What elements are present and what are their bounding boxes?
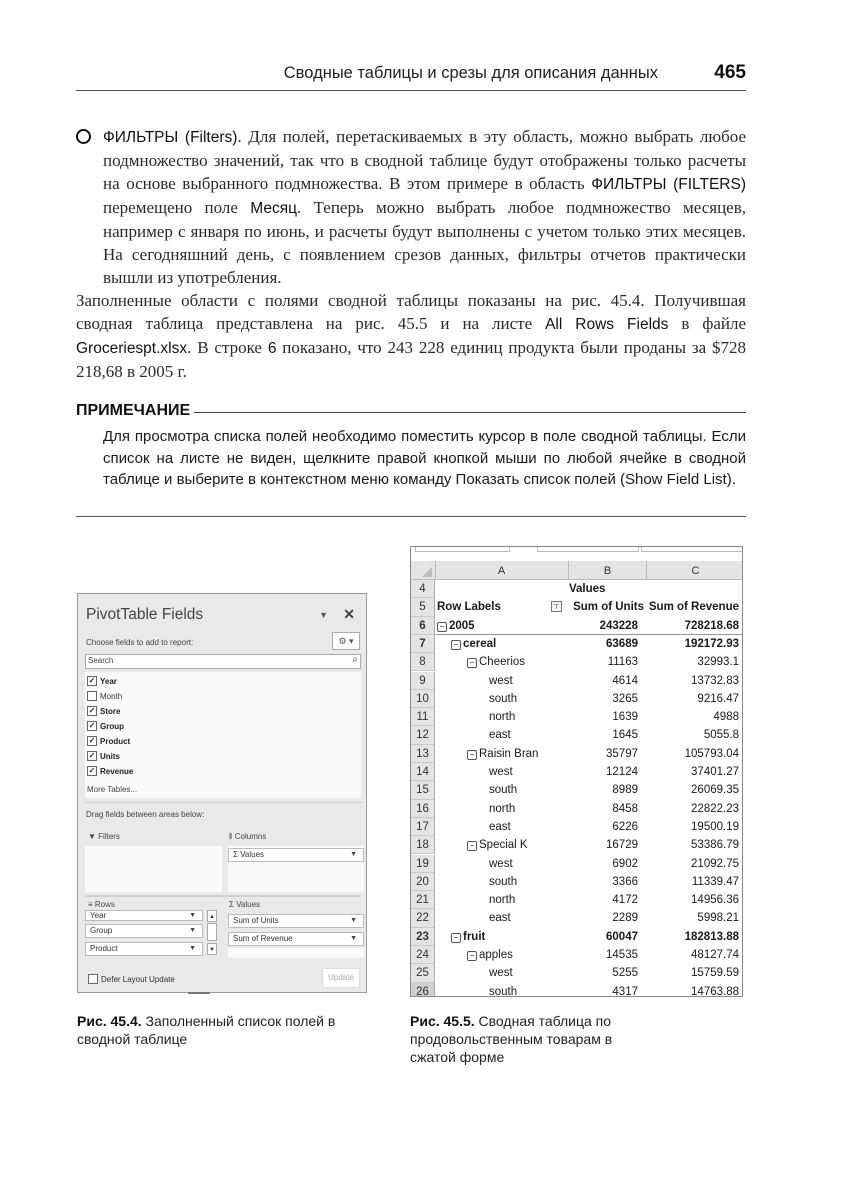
- revenue-cell[interactable]: 14956.36: [691, 894, 739, 907]
- revenue-cell[interactable]: 5998.21: [697, 912, 739, 925]
- ribbon-fragment: [411, 547, 742, 561]
- drag-fields-label: Drag fields between areas below:: [86, 810, 205, 819]
- units-cell[interactable]: 5255: [612, 967, 638, 980]
- row-label-cell[interactable]: east: [489, 820, 511, 833]
- row-number[interactable]: 23: [411, 928, 435, 946]
- revenue-cell[interactable]: 48127.74: [691, 949, 739, 961]
- row-number[interactable]: 8: [411, 653, 435, 671]
- checkbox-unchecked[interactable]: [88, 974, 98, 984]
- row-label-cell[interactable]: west: [489, 967, 513, 980]
- revenue-cell[interactable]: 11339.47: [691, 875, 739, 888]
- values-drop-area[interactable]: [228, 912, 364, 962]
- rows-field-group[interactable]: Group ▼: [85, 924, 203, 938]
- note-bottom-rule: [76, 516, 746, 517]
- gear-icon: ⚙ ▾: [338, 636, 354, 646]
- rows-drop-area[interactable]: [85, 910, 222, 962]
- table-row[interactable]: [411, 800, 742, 818]
- field-store[interactable]: ✓ Store: [88, 706, 121, 716]
- columns-icon: ⦀: [229, 832, 233, 841]
- collapse-minus-icon[interactable]: −: [467, 658, 477, 668]
- term-filters-caps: ФИЛЬТРЫ (FILTERS): [591, 176, 746, 193]
- table-row[interactable]: [411, 635, 742, 653]
- column-headers: [411, 561, 742, 580]
- row-label-cell[interactable]: − Special K: [467, 836, 528, 854]
- revenue-cell[interactable]: 14763.88: [691, 985, 739, 997]
- collapse-minus-icon[interactable]: −: [437, 622, 447, 632]
- collapse-minus-icon[interactable]: −: [467, 841, 477, 851]
- update-button[interactable]: Update: [322, 968, 360, 988]
- choose-fields-label: Choose fields to add to report:: [86, 638, 194, 647]
- sigma-icon: Σ: [229, 900, 234, 909]
- row-number[interactable]: 25: [411, 964, 435, 982]
- row-label-cell[interactable]: − cereal: [451, 635, 496, 653]
- units-cell[interactable]: 8989: [612, 784, 638, 797]
- row-label-cell[interactable]: south: [489, 985, 518, 997]
- sum-of-revenue-header: Sum of Revenue: [648, 601, 739, 614]
- more-tables-link[interactable]: More Tables...: [87, 785, 138, 794]
- close-icon[interactable]: ✕: [343, 606, 355, 622]
- table-row[interactable]: [411, 690, 742, 708]
- row-number[interactable]: 10: [411, 690, 435, 708]
- row-number[interactable]: 12: [411, 726, 435, 744]
- revenue-cell[interactable]: 105793.04: [684, 747, 739, 760]
- rows-scrollbar[interactable]: [207, 923, 217, 941]
- field-list: [85, 672, 361, 798]
- row-label-cell[interactable]: west: [489, 674, 513, 687]
- columns-field-values[interactable]: Σ Values ▼: [228, 848, 364, 862]
- filter-sort-dropdown-icon[interactable]: ⊤: [551, 601, 562, 612]
- units-cell[interactable]: 12124: [606, 766, 638, 778]
- row-label-cell[interactable]: − Raisin Bran: [467, 745, 538, 763]
- row-number[interactable]: 7: [411, 635, 435, 653]
- units-cell[interactable]: 6902: [612, 857, 638, 870]
- resize-grip[interactable]: [188, 992, 210, 994]
- table-row[interactable]: [411, 964, 742, 982]
- table-row[interactable]: [411, 708, 742, 726]
- row-number[interactable]: 19: [411, 855, 435, 873]
- table-row[interactable]: [411, 873, 742, 891]
- field-year[interactable]: ✓ Year: [88, 676, 117, 686]
- row-number[interactable]: 4: [411, 580, 435, 598]
- collapse-minus-icon[interactable]: −: [451, 933, 461, 943]
- row-label-cell[interactable]: north: [489, 802, 516, 815]
- row-number[interactable]: 13: [411, 745, 435, 763]
- scroll-up-button[interactable]: ▲: [207, 910, 217, 922]
- rows-icon: ≡: [88, 900, 93, 909]
- table-row[interactable]: [411, 763, 742, 781]
- row-number[interactable]: 18: [411, 836, 435, 854]
- pivottable-fields-panel: [77, 593, 367, 993]
- units-cell[interactable]: 16729: [606, 839, 638, 852]
- rows-area-label: ≡ Rows: [88, 900, 115, 909]
- body-paragraph: Заполненные области с полями сводной таблицы показаны на рис. 45.4. Получившая сводная таблица представлена на рис. 45.5 и на листе All Rows Fields в файле Groceriespt.xlsx. В строке 6 показано, что 243 228 единиц продукта были проданы за $728 218,68 в 2005 г.: [76, 291, 747, 381]
- row-label-cell[interactable]: − apples: [467, 946, 513, 964]
- sheet-row-4: [411, 580, 742, 598]
- page-number: 465: [714, 62, 746, 83]
- table-row[interactable]: [411, 891, 742, 909]
- row-number[interactable]: 5: [411, 598, 435, 616]
- table-row[interactable]: [411, 745, 742, 763]
- row-number[interactable]: 15: [411, 781, 435, 799]
- panel-splitter[interactable]: [85, 802, 361, 803]
- table-row[interactable]: [411, 836, 742, 854]
- note-title: ПРИМЕЧАНИЕ: [76, 402, 191, 419]
- dropdown-arrow-icon[interactable]: ▼: [189, 927, 196, 934]
- values-field-sum-units[interactable]: Sum of Units ▼: [228, 914, 364, 928]
- row-number[interactable]: 9: [411, 672, 435, 690]
- revenue-cell[interactable]: 182813.88: [684, 930, 739, 943]
- collapse-minus-icon[interactable]: −: [467, 750, 477, 760]
- revenue-cell[interactable]: 37401.27: [691, 766, 739, 778]
- units-cell[interactable]: 3366: [612, 875, 638, 888]
- checkbox-checked[interactable]: ✓: [88, 721, 96, 730]
- figure-caption-45-5: Рис. 45.5. Сводная таблица по продовольственным товарам в сжатой форме: [410, 1013, 613, 1065]
- checkbox-checked[interactable]: ✓: [88, 706, 96, 715]
- field-search-input[interactable]: [85, 654, 361, 669]
- filters-drop-area[interactable]: [85, 846, 222, 892]
- field-revenue[interactable]: ✓ Revenue: [88, 766, 134, 776]
- checkbox-checked[interactable]: ✓: [88, 766, 96, 775]
- table-row[interactable]: [411, 855, 742, 873]
- term-month: Месяц: [250, 200, 297, 217]
- row-number[interactable]: 14: [411, 763, 435, 781]
- units-cell[interactable]: 11163: [607, 656, 638, 669]
- columns-area-label: ⦀ Columns: [229, 832, 267, 841]
- row-number[interactable]: 16: [411, 800, 435, 818]
- units-cell[interactable]: 4172: [612, 894, 638, 907]
- units-cell[interactable]: 2289: [612, 912, 638, 925]
- row-label-cell[interactable]: south: [489, 784, 518, 797]
- units-cell[interactable]: 14535: [606, 949, 638, 961]
- table-row[interactable]: [411, 726, 742, 744]
- caption-label: Рис. 45.4.: [77, 1013, 142, 1029]
- running-title: Сводные таблицы и срезы для описания данных: [283, 64, 658, 82]
- rows-field-product[interactable]: Product ▼: [85, 942, 203, 956]
- defer-layout-update[interactable]: Defer Layout Update: [88, 974, 175, 984]
- revenue-cell[interactable]: 192172.93: [684, 637, 739, 650]
- column-header-c[interactable]: C: [691, 565, 700, 577]
- sheet-name: All Rows Fields: [545, 316, 669, 333]
- table-row[interactable]: [411, 928, 742, 946]
- panel-options-dropdown-icon[interactable]: ▼: [319, 610, 328, 620]
- values-header: Values: [569, 583, 606, 595]
- columns-drop-area[interactable]: [228, 846, 364, 892]
- column-header-b[interactable]: B: [569, 561, 647, 579]
- row-number[interactable]: 26: [411, 983, 435, 997]
- units-cell[interactable]: 4317: [612, 985, 638, 997]
- scroll-down-button[interactable]: ▼: [207, 943, 217, 955]
- row-label-cell[interactable]: west: [489, 857, 513, 870]
- dropdown-arrow-icon[interactable]: ▼: [350, 917, 357, 924]
- tools-gear-button[interactable]: [332, 632, 360, 650]
- row-label-cell[interactable]: west: [489, 766, 513, 778]
- running-head: [76, 62, 746, 91]
- bullet-paragraph: ФИЛЬТРЫ (Filters). Для полей, перетаскиваемых в эту область, можно выбрать любое подмножество значений, так что в сводной таблице будут отображены только расчеты на основе выбранного подмножества. В этом примере в область ФИЛЬТРЫ (FILTERS) перемещено поле Месяц. Теперь можно выбрать любое подмножество месяцев, например с января по июнь, и расчеты будут выполнены с учетом только этих месяцев. На сегодняшний день, с появлением срезов данных, фильтры отчетов практически вышли из употребления.: [76, 125, 746, 289]
- sum-of-units-header: Sum of Units: [573, 601, 644, 614]
- units-cell[interactable]: 1645: [612, 729, 638, 742]
- field-units[interactable]: ✓ Units: [88, 751, 120, 761]
- row-ref: 6: [267, 340, 277, 357]
- revenue-cell[interactable]: 9216.47: [697, 692, 739, 705]
- revenue-cell[interactable]: 4988: [713, 711, 739, 724]
- table-row[interactable]: [411, 653, 742, 671]
- units-cell[interactable]: 1639: [612, 711, 638, 724]
- revenue-cell[interactable]: 53386.79: [691, 839, 739, 852]
- table-row[interactable]: [411, 909, 742, 927]
- column-header-a[interactable]: A: [435, 561, 569, 579]
- dropdown-arrow-icon[interactable]: ▼: [189, 912, 196, 919]
- row-label-cell[interactable]: north: [489, 711, 516, 724]
- bullet-circle-icon: [76, 129, 91, 144]
- panel-title: PivotTable Fields: [86, 606, 204, 623]
- revenue-cell[interactable]: 15759.59: [691, 967, 739, 980]
- select-all-corner[interactable]: [411, 561, 436, 579]
- pivot-table-sheet: [410, 546, 743, 997]
- row-label-cell[interactable]: − fruit: [451, 928, 485, 946]
- areas-divider: [85, 895, 361, 897]
- field-product[interactable]: ✓ Product: [88, 736, 131, 746]
- term-filters: ФИЛЬТРЫ (Filters): [103, 129, 238, 146]
- row-label-cell[interactable]: − 2005: [437, 617, 475, 635]
- values-area-label: Σ Values: [229, 900, 261, 909]
- filters-area-label: ▼ Filters: [88, 832, 120, 841]
- values-empty-slot: [228, 948, 364, 958]
- rows-field-year[interactable]: Year ▼: [85, 910, 203, 921]
- row-number[interactable]: 24: [411, 946, 435, 964]
- revenue-cell[interactable]: 22822.23: [691, 802, 739, 815]
- row-label-cell[interactable]: south: [489, 692, 518, 705]
- note-box: [76, 402, 746, 491]
- row-number[interactable]: 20: [411, 873, 435, 891]
- figure-caption-45-4: Рис. 45.4. Заполненный список полей в сводной таблице: [77, 1013, 336, 1047]
- table-row[interactable]: [411, 983, 742, 997]
- file-name: Groceriespt.xlsx: [76, 340, 188, 357]
- row-label-cell[interactable]: east: [489, 912, 511, 925]
- revenue-cell[interactable]: 13732.83: [691, 674, 739, 687]
- row-labels-header: Row Labels: [437, 601, 501, 614]
- table-row[interactable]: [411, 617, 742, 635]
- field-month[interactable]: Month: [87, 689, 122, 703]
- search-icon[interactable]: ⌕: [352, 654, 358, 665]
- sheet-row-5: [411, 598, 742, 616]
- field-group[interactable]: ✓ Group: [88, 721, 124, 731]
- revenue-cell[interactable]: 728218.68: [684, 619, 739, 632]
- units-cell[interactable]: 3265: [612, 692, 638, 705]
- units-cell[interactable]: 243228: [599, 619, 638, 632]
- checkbox-checked[interactable]: ✓: [88, 751, 96, 760]
- row-label-cell[interactable]: south: [489, 875, 518, 888]
- units-cell[interactable]: 60047: [606, 930, 638, 943]
- note-rule: [194, 412, 746, 413]
- units-cell[interactable]: 6226: [612, 820, 638, 833]
- filter-funnel-icon: ▼: [88, 832, 96, 841]
- dropdown-arrow-icon[interactable]: ▼: [189, 945, 196, 952]
- row-label-cell[interactable]: east: [489, 729, 511, 742]
- units-cell[interactable]: 35797: [606, 747, 638, 760]
- note-text: Для просмотра списка полей необходимо поместить курсор в поле сводной таблицы. Если список на листе не виден, щелкните правой кнопкой мыши по любой ячейке в сводной таблице и выберите в контекстном меню команду Показать список полей (Show Field List).: [103, 428, 746, 488]
- revenue-cell[interactable]: 26069.35: [691, 784, 739, 797]
- table-row[interactable]: [411, 781, 742, 799]
- checkbox-checked[interactable]: ✓: [88, 676, 96, 685]
- search-placeholder: Search: [88, 656, 114, 665]
- units-cell[interactable]: 8458: [612, 802, 638, 815]
- row-label-cell[interactable]: north: [489, 894, 516, 907]
- units-cell[interactable]: 63689: [606, 637, 638, 650]
- checkbox-checked[interactable]: ✓: [88, 736, 96, 745]
- collapse-minus-icon[interactable]: −: [467, 951, 477, 961]
- revenue-cell[interactable]: 5055.8: [703, 729, 739, 742]
- row-number[interactable]: 21: [411, 891, 435, 909]
- row-number[interactable]: 22: [411, 909, 435, 927]
- revenue-cell[interactable]: 32993.1: [697, 656, 739, 669]
- row-label-cell[interactable]: − Cheerios: [467, 653, 525, 671]
- table-row[interactable]: [411, 946, 742, 964]
- revenue-cell[interactable]: 19500.19: [691, 820, 739, 833]
- values-field-sum-revenue[interactable]: Sum of Revenue ▼: [228, 932, 364, 946]
- row-number[interactable]: 17: [411, 818, 435, 836]
- row-number[interactable]: 6: [411, 617, 435, 635]
- checkbox-unchecked[interactable]: [87, 691, 97, 701]
- dropdown-arrow-icon[interactable]: ▼: [350, 935, 357, 942]
- row-number[interactable]: 11: [411, 708, 435, 726]
- table-row[interactable]: [411, 672, 742, 690]
- collapse-minus-icon[interactable]: −: [451, 640, 461, 650]
- units-cell[interactable]: 4614: [612, 674, 638, 687]
- revenue-cell[interactable]: 21092.75: [691, 857, 739, 870]
- dropdown-arrow-icon[interactable]: ▼: [350, 851, 357, 858]
- table-row[interactable]: [411, 818, 742, 836]
- caption-label: Рис. 45.5.: [410, 1013, 475, 1029]
